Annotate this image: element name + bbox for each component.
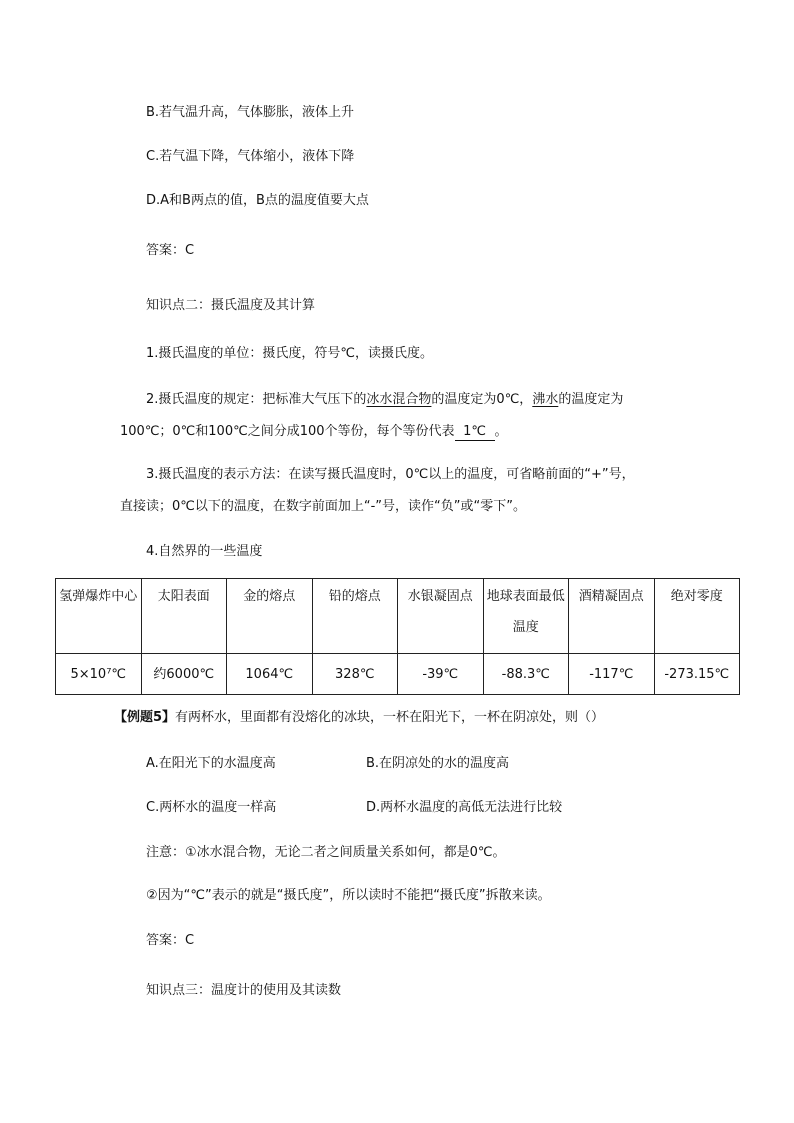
table-header-row bbox=[56, 579, 740, 654]
knowledge-2-p1: 1.摄氏温度的单位：摄氏度，符号℃，读摄氏度。 bbox=[146, 346, 434, 361]
table-value-cell: 328℃ bbox=[312, 654, 398, 695]
table-value-cell: -88.3℃ bbox=[483, 654, 569, 695]
table-value-cell: 5×10⁷℃ bbox=[56, 654, 142, 695]
example-5-option-d: D.两杯水温度的高低无法进行比较 bbox=[366, 800, 563, 815]
example-5-option-b: B.在阴凉处的水的温度高 bbox=[366, 756, 510, 771]
table-value-cell: -273.15℃ bbox=[654, 654, 740, 695]
p2-text-e: 。 bbox=[494, 424, 508, 439]
table-header-cell: 铅的熔点 bbox=[312, 579, 398, 654]
example-5-question bbox=[114, 709, 604, 727]
fill-blank-answer: 1℃ bbox=[455, 424, 495, 441]
knowledge-2-p2 bbox=[120, 391, 680, 441]
table-header-cell: 地球表面最低温度 bbox=[483, 579, 569, 654]
nature-temperature-table bbox=[55, 578, 740, 695]
ice-water-mixture-term: 冰水混合物 bbox=[366, 392, 432, 407]
p2-text-b: 的温度定为0℃， bbox=[431, 392, 533, 407]
p2-text-d: 100℃；0℃和100℃之间分成100个等份，每个等份代表 bbox=[120, 424, 455, 439]
table-value-row bbox=[56, 654, 740, 695]
table-value-cell: 约6000℃ bbox=[141, 654, 227, 695]
example-5-text: 有两杯水，里面都有没熔化的冰块，一杯在阳光下，一杯在阴凉处，则（） bbox=[175, 710, 605, 725]
option-b: B.若气温升高，气体膨胀，液体上升 bbox=[146, 105, 355, 120]
table-header-cell: 水银凝固点 bbox=[398, 579, 484, 654]
p2-text-a: 2.摄氏温度的规定：把标准大气压下的 bbox=[146, 392, 367, 407]
knowledge-3-title: 知识点三：温度计的使用及其读数 bbox=[146, 983, 342, 998]
example-5-option-a: A.在阳光下的水温度高 bbox=[146, 756, 276, 771]
example-5-label: 【例题5】 bbox=[114, 710, 176, 725]
table-value-cell: -117℃ bbox=[569, 654, 655, 695]
option-d: D.A和B两点的值，B点的温度值要大点 bbox=[146, 193, 369, 208]
answer-2: 答案：C bbox=[146, 933, 195, 948]
p2-text-c: 的温度定为 bbox=[558, 392, 624, 407]
knowledge-2-p3 bbox=[120, 466, 680, 516]
p3-line-1: 3.摄氏温度的表示方法：在读写摄氏温度时，0℃以上的温度，可省略前面的“+”号， bbox=[146, 467, 635, 482]
knowledge-2-title: 知识点二：摄氏温度及其计算 bbox=[146, 298, 316, 313]
note-1: 注意：①冰水混合物，无论二者之间质量关系如何，都是0℃。 bbox=[146, 845, 506, 860]
knowledge-2-p4: 4.自然界的一些温度 bbox=[146, 544, 263, 559]
table-header-cell: 氢弹爆炸中心 bbox=[56, 579, 142, 654]
table-value-cell: 1064℃ bbox=[227, 654, 313, 695]
table-header-cell: 绝对零度 bbox=[654, 579, 740, 654]
answer-1: 答案：C bbox=[146, 243, 195, 258]
boiling-water-term: 沸水 bbox=[532, 392, 559, 407]
example-5-option-c: C.两杯水的温度一样高 bbox=[146, 800, 277, 815]
table-header-cell: 酒精凝固点 bbox=[569, 579, 655, 654]
table-header-cell: 太阳表面 bbox=[141, 579, 227, 654]
note-2: ②因为“℃”表示的就是“摄氏度”，所以读时不能把“摄氏度”拆散来读。 bbox=[146, 888, 551, 903]
option-c: C.若气温下降，气体缩小，液体下降 bbox=[146, 149, 355, 164]
p3-line-2: 直接读；0℃以下的温度，在数字前面加上“-”号，读作“负”或“零下”。 bbox=[120, 499, 526, 514]
table-value-cell: -39℃ bbox=[398, 654, 484, 695]
table-header-cell: 金的熔点 bbox=[227, 579, 313, 654]
